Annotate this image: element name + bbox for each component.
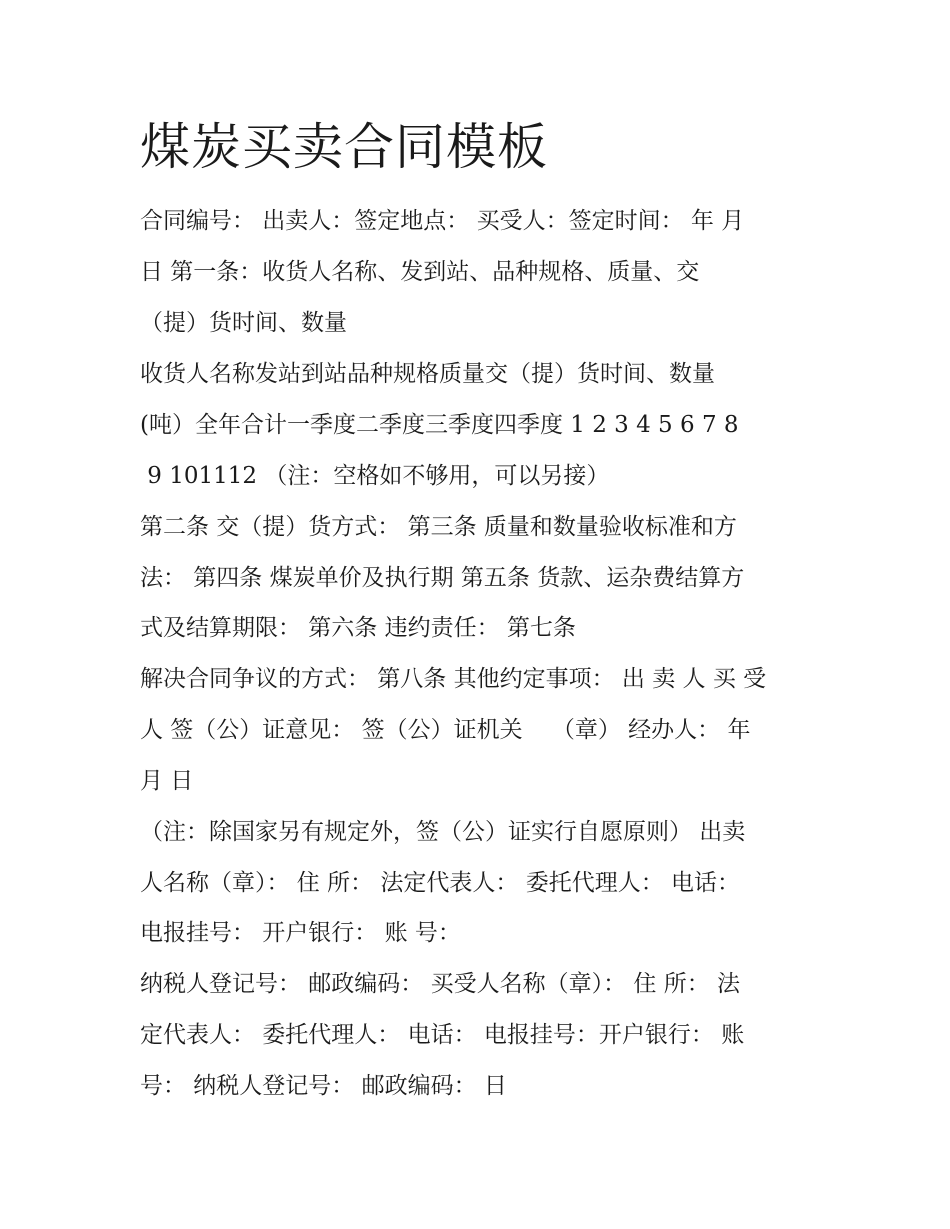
body-line-15: 电报挂号： 开户银行： 账 号：: [140, 920, 461, 946]
body-line-17: 定代表人： 委托代理人： 电话： 电报挂号：开户银行： 账: [140, 1022, 745, 1048]
body-line-14: 人名称（章）： 住 所： 法定代表人： 委托代理人： 电话：: [140, 870, 741, 896]
body-line-10: 解决合同争议的方式： 第八条 其他约定事项： 出 卖 人 买 受: [140, 666, 767, 692]
body-line-18: 号： 纳税人登记号： 邮政编码： 日: [140, 1073, 507, 1099]
body-line-2: 日 第一条：收货人名称、发到站、品种规格、质量、交: [140, 259, 700, 285]
body-line-8: 法： 第四条 煤炭单价及执行期 第五条 货款、运杂费结算方: [140, 565, 745, 591]
body-line-4: 收货人名称发站到站品种规格质量交（提）货时间、数量: [140, 361, 715, 387]
body-line-12: 月 日: [140, 768, 194, 794]
document-title: 煤炭买卖合同模板: [140, 118, 548, 176]
body-line-11: 人 签（公）证意见： 签（公）证机关 （章） 经办人： 年: [140, 717, 751, 743]
body-line-1: 合同编号： 出卖人：签定地点： 买受人：签定时间： 年 月: [140, 208, 745, 234]
body-line-9: 式及结算期限： 第六条 违约责任： 第七条: [140, 615, 576, 641]
body-line-7: 第二条 交（提）货方式： 第三条 质量和数量验收标准和方: [140, 514, 737, 540]
body-line-3: （提）货时间、数量: [140, 310, 347, 336]
body-line-5: (吨）全年合计一季度二季度三季度四季度 1 2 3 4 5 6 7 8: [140, 412, 739, 438]
body-line-13: （注：除国家另有规定外，签（公）证实行自愿原则） 出卖: [140, 819, 746, 845]
body-line-16: 纳税人登记号： 邮政编码： 买受人名称（章）： 住 所： 法: [140, 971, 741, 997]
body-line-6: 9 101112 （注：空格如不够用，可以另接）: [140, 463, 610, 489]
